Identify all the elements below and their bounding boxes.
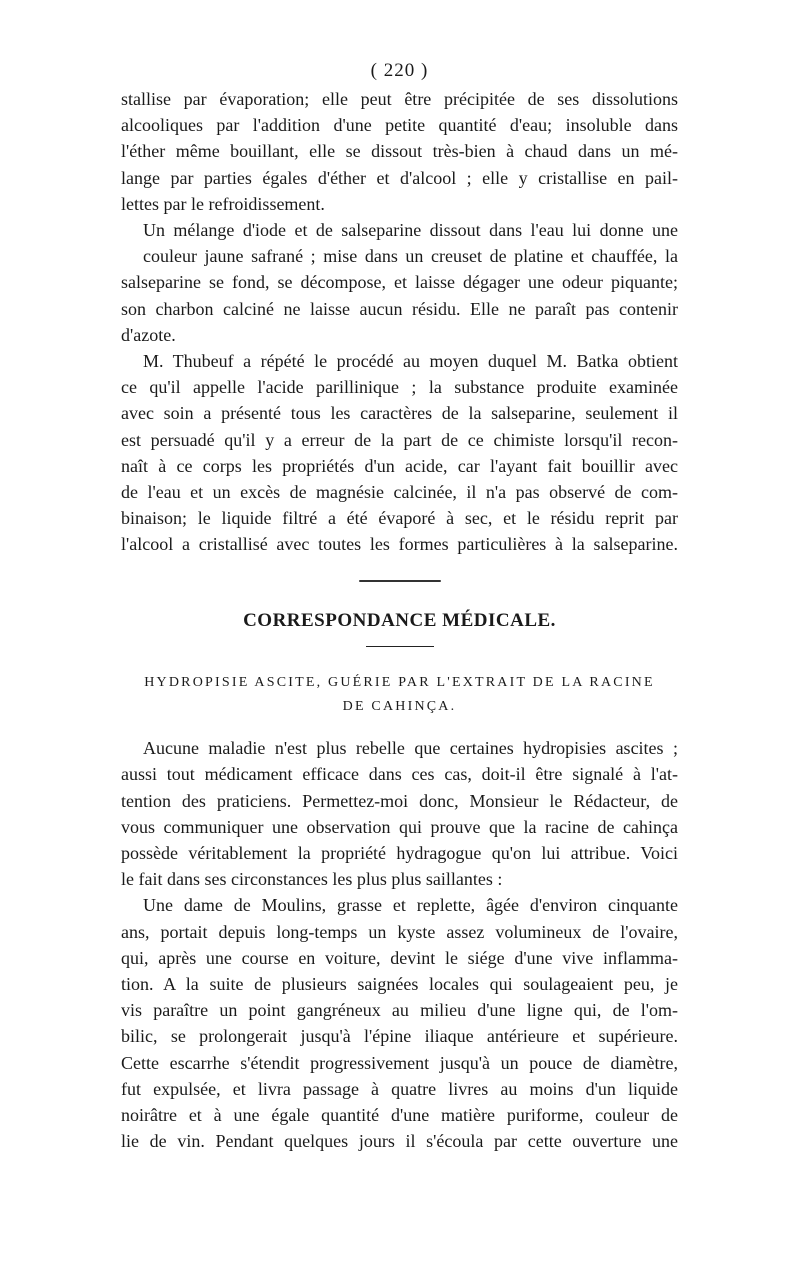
paragraph-thubeuf: [121, 348, 678, 558]
text-line: salseparine se fond, se décompose, et laisse dégager une odeur piquante;: [121, 272, 678, 293]
paragraph-continuation: [121, 86, 678, 217]
text-line: lettes par le refroidissement.: [121, 193, 325, 214]
text-line: lange par parties égales d'éther et d'alcool ; elle y cristallise en pail-: [121, 167, 678, 188]
paragraph-intro: [121, 735, 678, 892]
text-line: est persuadé qu'il y a erreur de la part de ce chimiste lorsqu'il recon-: [121, 429, 678, 450]
text-line: qui, après une course en voiture, devint le siége d'une vive inflamma-: [121, 947, 678, 968]
title-underline: [366, 646, 434, 648]
text-line: de l'eau et un excès de magnésie calcinée, il n'a pas observé de com-: [121, 482, 678, 503]
text-line: son charbon calciné ne laisse aucun résidu. Elle ne paraît pas contenir: [121, 298, 678, 319]
text-line: noirâtre et à une égale quantité d'une matière puriforme, couleur de: [121, 1105, 678, 1125]
text-line: tention des praticiens. Permettez-moi donc, Monsieur le Rédacteur, de: [121, 790, 678, 811]
ornamental-divider: [359, 580, 441, 582]
text-line: couleur jaune safrané ; mise dans un creuset de platine et chauffée, la: [143, 246, 678, 267]
text-line: fut expulsée, et livra passage à quatre livres au moins d'un liquide: [121, 1078, 678, 1099]
text-line: l'éther même bouillant, elle se dissout très-bien à chaud dans un mé-: [121, 141, 678, 162]
article-title-line: DE CAHINÇA.: [342, 699, 457, 715]
text-line: vous communiquer une observation qui prouve que la racine de cahinça: [121, 816, 678, 837]
text-line: binaison; le liquide filtré a été évaporé à sec, et le résidu reprit par: [121, 508, 678, 529]
article-body: [121, 735, 678, 1154]
text-line: alcooliques par l'addition d'une petite quantité d'eau; insoluble dans: [121, 115, 678, 136]
book-page: [121, 60, 678, 1154]
text-line: tion. A la suite de plusieurs saignées locales qui soulageaient peu, je: [121, 973, 678, 994]
text-line: possède véritablement la propriété hydragogue qu'on lui attribue. Voici: [121, 842, 678, 863]
article-title-line: HYDROPISIE ASCITE, GUÉRIE PAR L'EXTRAIT DE LA RACINE: [144, 675, 655, 691]
text-line: le fait dans ses circonstances les plus plus saillantes :: [121, 869, 503, 890]
text-line: naît à ce corps les propriétés d'un acide, car l'ayant fait bouillir avec: [121, 455, 678, 476]
text-line: stallise par évaporation; elle peut être précipitée de ses dissolutions: [121, 89, 678, 109]
text-line: ans, portait depuis long-temps un kyste assez volumineux de l'ovaire,: [121, 921, 678, 942]
text-line: Une dame de Moulins, grasse et replette, âgée d'environ cinquante: [143, 895, 678, 916]
text-line: l'alcool a cristallisé avec toutes les formes particulières à la salseparine.: [121, 534, 678, 555]
text-line: ce qu'il appelle l'acide parillinique ; la substance produite examinée: [121, 377, 678, 398]
text-line: d'azote.: [121, 324, 176, 345]
article-title: [121, 671, 678, 719]
text-line: Aucune maladie n'est plus rebelle que certaines hydropisies ascites ;: [143, 738, 678, 759]
page-number: ( 220 ): [370, 60, 429, 81]
text-line: M. Thubeuf a répété le procédé au moyen duquel M. Batka obtient: [143, 351, 678, 372]
text-line: aussi tout médicament efficace dans ces cas, doit-il être signalé à l'at-: [121, 764, 678, 785]
text-line: Un mélange d'iode et de salseparine dissout dans l'eau lui donne une: [143, 220, 678, 241]
text-line: avec soin a présenté tous les caractères de la salseparine, seulement il: [121, 403, 678, 424]
paragraph-iodine: [121, 217, 678, 348]
section-title: CORRESPONDANCE MÉDICALE.: [243, 609, 556, 631]
text-line: vis paraître un point gangréneux au milieu d'une ligne qui, de l'om-: [121, 1000, 678, 1021]
text-line: Cette escarrhe s'étendit progressivement jusqu'à un pouce de diamètre,: [121, 1052, 678, 1073]
paragraph-case: [121, 892, 678, 1154]
text-line: bilic, se prolongerait jusqu'à l'épine iliaque antérieure et supérieure.: [121, 1026, 678, 1047]
text-line: lie de vin. Pendant quelques jours il s'écoula par cette ouverture une: [121, 1131, 678, 1152]
